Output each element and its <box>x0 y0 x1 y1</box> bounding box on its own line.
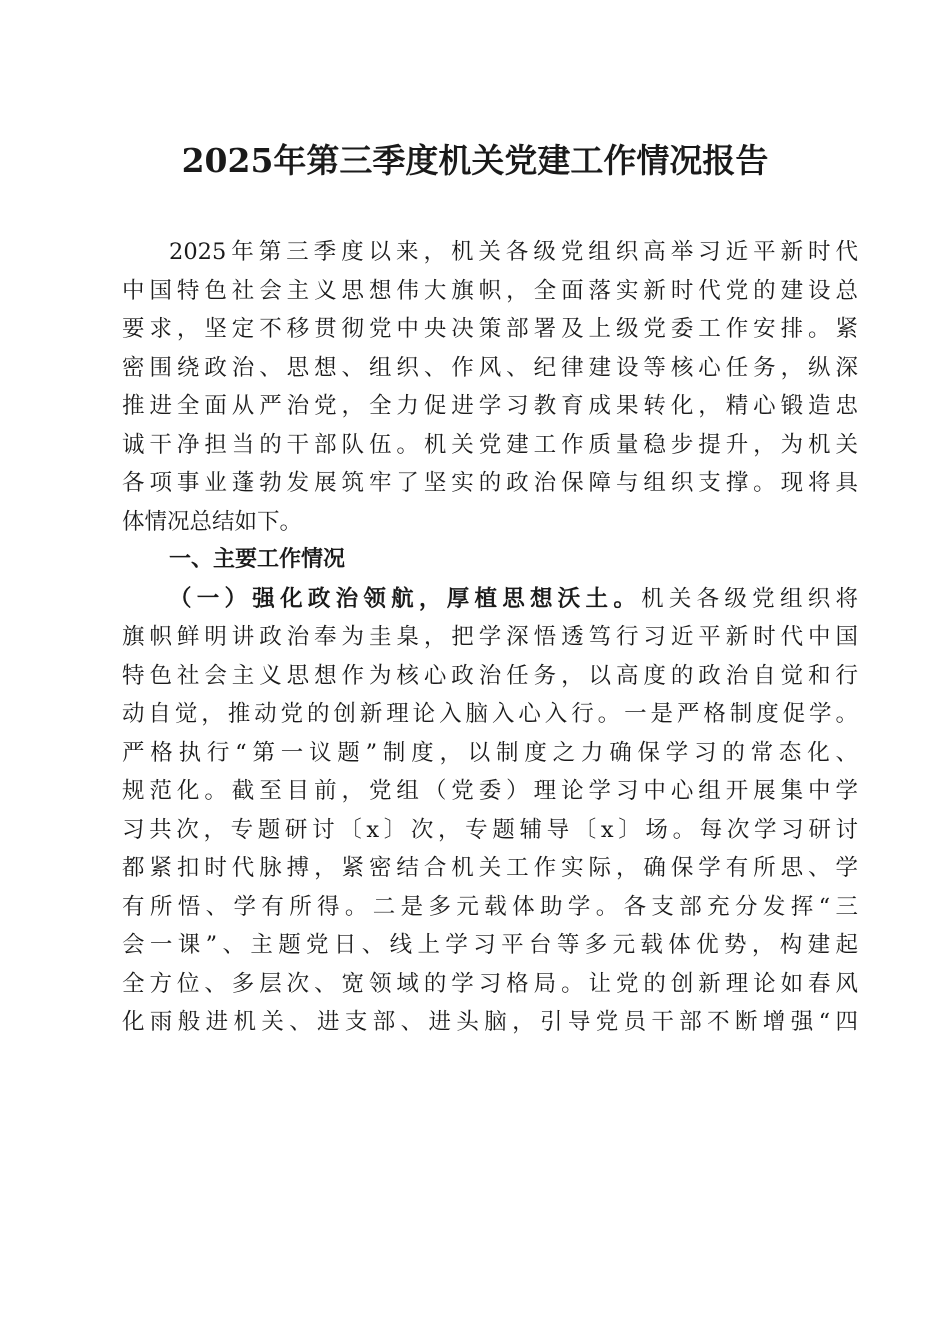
subsection-first-line-text: 机关各级党组织将 <box>641 585 858 612</box>
intro-line: 诚干净担当的干部队伍。机关党建工作质量稳步提升，为机关 <box>122 431 858 458</box>
intro-line: 各项事业蓬勃发展筑牢了坚实的政治保障与组织支撑。现将具 <box>122 470 858 496</box>
subsection-line: 动自觉，推动党的创新理论入脑入心入行。一是严格制度促学。 <box>122 701 858 727</box>
intro-line: 要求，坚定不移贯彻党中央决策部署及上级党委工作安排。紧 <box>122 316 858 342</box>
subsection-line: 有所悟、学有所得。二是多元载体助学。各支部充分发挥“三 <box>122 893 858 920</box>
subsection-first-line <box>122 580 858 619</box>
subsection-line: 规范化。截至目前，党组（党委）理论学习中心组开展集中学 <box>122 778 858 804</box>
intro-line: 中国特色社会主义思想伟大旗帜，全面落实新时代党的建设总 <box>122 277 858 304</box>
subsection-line: 全方位、多层次、宽领域的学习格局。让党的创新理论如春风 <box>122 970 858 997</box>
intro-line: 2025年第三季度以来，机关各级党组织高举习近平新时代 <box>169 239 858 265</box>
subsection-line: 旗帜鲜明讲政治奉为圭臬，把学深悟透笃行习近平新时代中国 <box>122 624 858 650</box>
subsection-line: 会一课”、主题党日、线上学习平台等多元载体优势，构建起 <box>122 932 858 958</box>
subsection-line: 严格执行“第一议题”制度，以制度之力确保学习的常态化、 <box>122 739 858 766</box>
intro-line: 体情况总结如下。 <box>122 508 303 535</box>
subsection-line: 习共次，专题研讨〔x〕次，专题辅导〔x〕场。每次学习研讨 <box>122 816 858 843</box>
intro-line: 密围绕政治、思想、组织、作风、纪律建设等核心任务，纵深 <box>122 354 858 381</box>
subsection-title: （一）强化政治领航，厚植思想沃土。 <box>169 585 642 612</box>
subsection-line: 都紧扣时代脉搏，紧密结合机关工作实际，确保学有所思、学 <box>122 855 858 881</box>
intro-line: 推进全面从严治党，全力促进学习教育成果转化，精心锻造忠 <box>122 393 858 419</box>
section-heading: 一、主要工作情况 <box>169 547 346 572</box>
document-title: 2025年第三季度机关党建工作情况报告 <box>181 141 769 180</box>
document-body <box>122 233 858 1042</box>
subsection-line: 特色社会主义思想作为核心政治任务，以高度的政治自觉和行 <box>122 662 858 689</box>
subsection-line: 化雨般进机关、进支部、进头脑，引导党员干部不断增强“四 <box>122 1009 858 1035</box>
